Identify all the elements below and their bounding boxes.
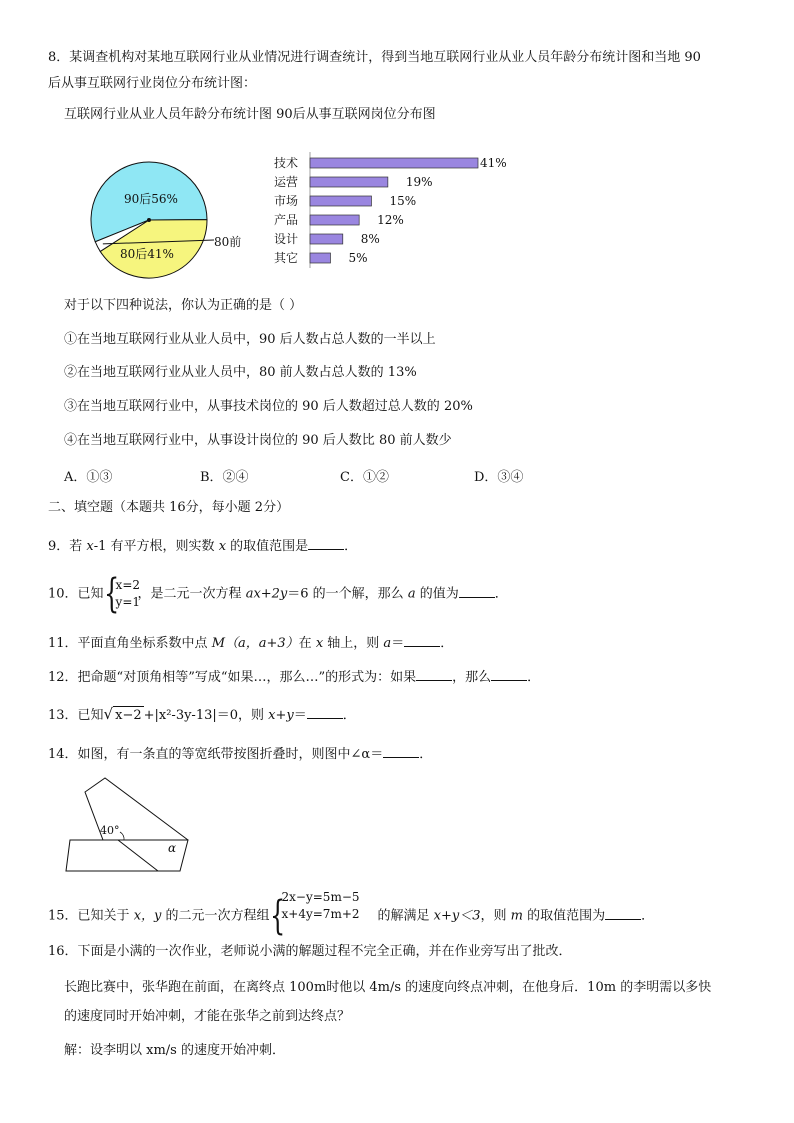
q10-answer-blank[interactable] bbox=[459, 585, 495, 598]
q12: 12．把命题“对顶角相等”写成“如果…，那么…”的形式为：如果 ，那么 ． bbox=[48, 670, 541, 685]
q8-statement-3: ③在当地互联网行业中，从事技术岗位的 90 后人数超过总人数的 20% bbox=[64, 399, 473, 414]
q15: 15．已知关于 x，y 的二元一次方程组 { 2x−y=5m−5 x+4y=7m+2 的解满足 x+y＜3，则 m 的取值范围为 ． bbox=[48, 890, 655, 939]
bar-category-3: 市场 bbox=[274, 194, 299, 208]
bar-2 bbox=[310, 177, 388, 187]
q13-answer-blank[interactable] bbox=[307, 706, 343, 719]
section-heading: 二、填空题（本题共 16分，每小题 2分） bbox=[48, 500, 290, 515]
pie-label-90: 90后56% bbox=[124, 192, 178, 206]
q8-stem-line2: 后从事互联网行业岗位分布统计图： bbox=[48, 76, 257, 91]
q16-line3: 的速度同时开始冲刺，才能在张华之前到达终点？ bbox=[64, 1009, 351, 1024]
q12-then-blank[interactable] bbox=[491, 668, 527, 681]
q9: 9．若 x-1 有平方根，则实数 x 的取值范围是 ． bbox=[48, 539, 358, 554]
pie-label-80: 80后41% bbox=[120, 247, 174, 261]
q14-answer-blank[interactable] bbox=[383, 745, 419, 758]
choice-b[interactable]: B．②④ bbox=[200, 470, 249, 485]
pie-center bbox=[147, 218, 151, 222]
choice-d[interactable]: D．③④ bbox=[474, 470, 524, 485]
q8-stem-line1: 8．某调查机构对某地互联网行业从业情况进行调查统计，得到当地互联网行业从业人员年龄分布统计图和当地 90 bbox=[48, 50, 701, 65]
folded-strip-figure bbox=[62, 772, 197, 874]
bar-category-6: 其它 bbox=[274, 251, 299, 265]
q14: 14．如图，有一条直的等宽纸带按图折叠时，则图中∠α＝ ． bbox=[48, 747, 433, 762]
q16-line1: 16．下面是小满的一次作业，老师说小满的解题过程不完全正确，并在作业旁写出了批改． bbox=[48, 944, 572, 959]
bar-value-1: 41% bbox=[480, 156, 507, 170]
bar-value-5: 8% bbox=[360, 232, 380, 246]
bar-3 bbox=[310, 196, 371, 206]
q16-line4: 解：设李明以 xm/s 的速度开始冲刺． bbox=[64, 1043, 285, 1058]
bar-category-1: 技术 bbox=[274, 156, 299, 170]
angle-alpha-label: α bbox=[168, 841, 177, 855]
pie-label-80-before: 80前 bbox=[214, 235, 242, 249]
angle-40-label: 40° bbox=[100, 824, 120, 837]
bar-category-5: 设计 bbox=[274, 232, 299, 246]
bar-category-2: 运营 bbox=[274, 175, 299, 189]
q13: 13．已知√ x−2 +|x²-3y-13|＝0，则 x+y＝ ． bbox=[48, 705, 356, 723]
q9-answer-blank[interactable] bbox=[308, 537, 344, 550]
q15-answer-blank[interactable] bbox=[605, 907, 641, 920]
bar-5 bbox=[310, 234, 343, 244]
q8-statement-4: ④在当地互联网行业中，从事设计岗位的 90 后人数比 80 前人数少 bbox=[64, 433, 452, 448]
bar-4 bbox=[310, 215, 359, 225]
choice-c[interactable]: C．①② bbox=[340, 470, 389, 485]
q10: 10．已知 { x=2 y=1 ，是二元一次方程 ax+2y＝6 的一个解，那么 a 的值为 ． bbox=[48, 571, 508, 617]
pie-chart bbox=[86, 146, 256, 286]
choice-a[interactable]: A．①③ bbox=[64, 470, 113, 485]
q11-answer-blank[interactable] bbox=[404, 634, 440, 647]
bar-chart bbox=[270, 150, 540, 270]
bar-6 bbox=[310, 253, 330, 263]
q8-statement-2: ②在当地互联网行业从业人员中，80 前人数占总人数的 13% bbox=[64, 365, 417, 380]
bar-value-2: 19% bbox=[405, 175, 433, 189]
q8-question: 对于以下四种说法，你认为正确的是（ ） bbox=[64, 298, 303, 313]
bar-value-4: 12% bbox=[377, 213, 404, 227]
q11: 11．平面直角坐标系数中点 M（a，a+3）在 x 轴上，则 a＝ ． bbox=[48, 636, 454, 651]
q8-statement-1: ①在当地互联网行业从业人员中，90 后人数占总人数的一半以上 bbox=[64, 332, 436, 347]
bar-value-3: 15% bbox=[389, 194, 417, 208]
q8-chart-titles: 互联网行业从业人员年龄分布统计图 90后从事互联网岗位分布图 bbox=[64, 107, 436, 122]
bar-category-4: 产品 bbox=[274, 213, 299, 227]
bar-value-6: 5% bbox=[348, 251, 368, 265]
bar-1 bbox=[310, 158, 478, 168]
q16-line2: 长跑比赛中，张华跑在前面，在离终点 100m时他以 4m/s 的速度向终点冲刺，在他身后．10m 的李明需以多快 bbox=[64, 980, 712, 995]
q12-if-blank[interactable] bbox=[416, 668, 452, 681]
